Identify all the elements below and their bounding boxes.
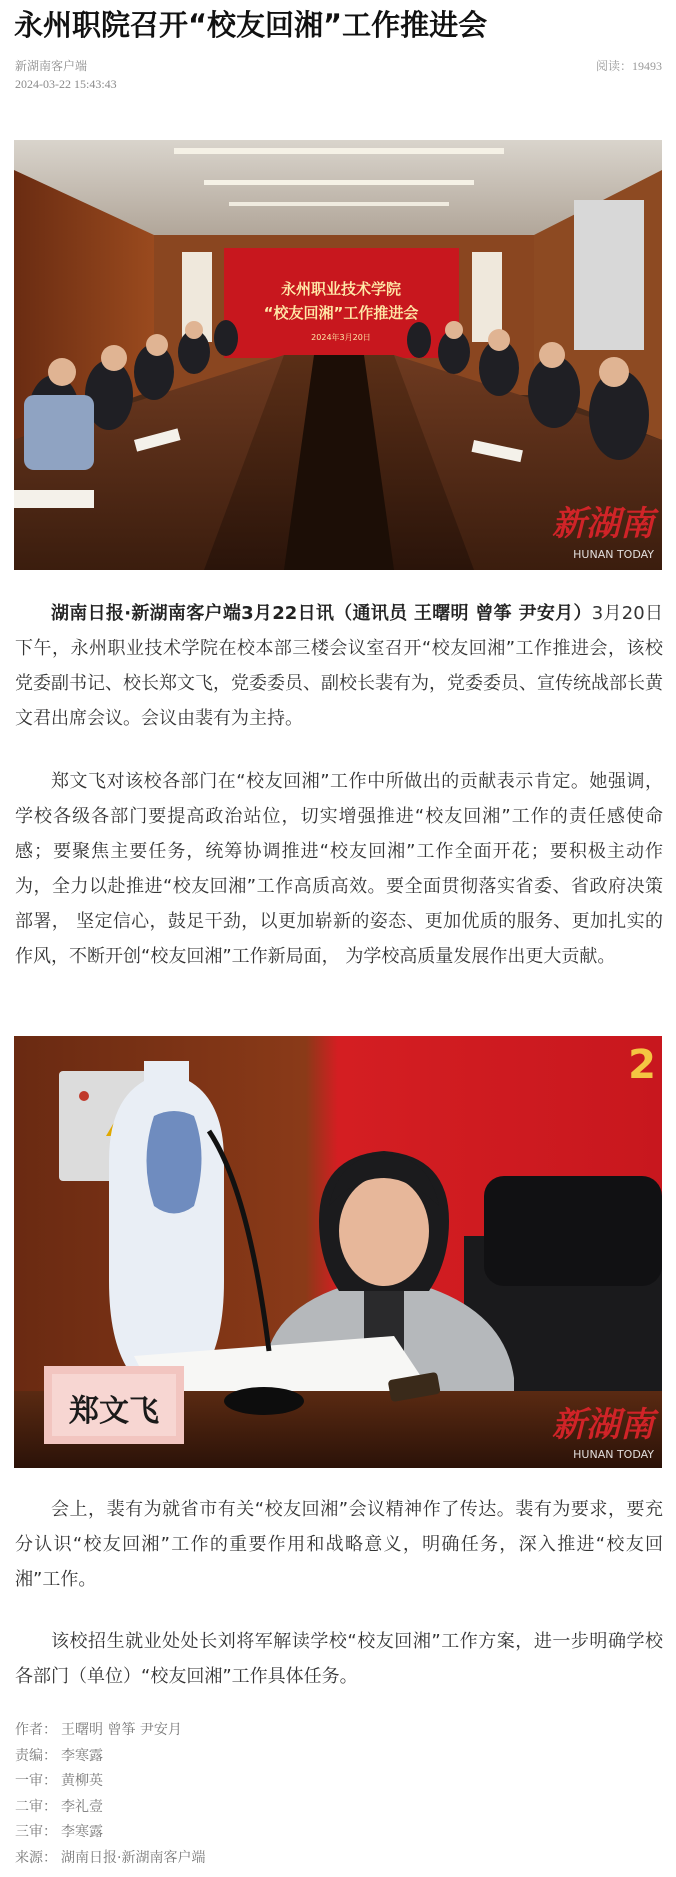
photo2-watermark-en: HUNAN TODAY — [573, 1448, 654, 1461]
screen-date: 2024年3月20日 — [311, 333, 371, 342]
credit-source — [15, 1846, 663, 1872]
article-credits — [15, 1718, 663, 1871]
credit-label: 作者： — [15, 1722, 57, 1738]
credit-label: 责编： — [15, 1747, 57, 1764]
credit-value: 李礼壹 — [61, 1798, 103, 1815]
article-title: 永州职院召开“校友回湘”工作推进会 — [14, 8, 488, 42]
credit-review-3 — [15, 1820, 663, 1846]
credit-label: 三审： — [15, 1824, 57, 1840]
article-time: 2024-03-22 15:43:43 — [15, 77, 117, 91]
paragraph-2: 郑文飞对该校各部门在“校友回湘”工作中所做出的贡献表示肯定。她强调，学校各级各部门要提高政治站位，切实增强推进“校友回湘”工作的责任感使命感；要聚焦主要任务，统筹协调推进“校友回湘”工作全面开花；要积极主动作为，全力以赴推进“校友回湘”工作高质高效。要全面贯彻落实省委、省政府决策部署， 坚定信心，鼓足干劲，以更加崭新的姿态、更加优质的服务、更加扎实的作风，不断开创“校友回湘”工作新局面， 为学校高质量发展作出更大贡献。 — [15, 771, 663, 967]
photo1-watermark-en: HUNAN TODAY — [573, 548, 654, 561]
paragraph-1 — [15, 596, 663, 736]
speaker-photo-image — [14, 1036, 662, 1468]
credit-value: 李寒露 — [61, 1824, 103, 1840]
screen-line2: “校友回湘”工作推进会 — [263, 304, 419, 322]
credit-value: 王曙明 曾筝 尹安月 — [61, 1722, 182, 1738]
credit-review-2 — [15, 1795, 663, 1821]
paragraph-1-lead: 湖南日报·新湖南客户端3月22日讯（通讯员 王曙明 曾筝 尹安月） — [51, 603, 592, 624]
article-source: 新湖南客户端 — [15, 59, 88, 73]
speaker-photo — [14, 1036, 662, 1468]
paragraph-3: 会上，裴有为就省市有关“校友回湘”会议精神作了传达。裴有为要求，要充分认识“校友回湘”工作的重要作用和战略意义，明确任务，深入推进“校友回湘”工作。 — [15, 1499, 663, 1590]
corner-text: 2 — [628, 1042, 656, 1088]
credit-value: 黄柳英 — [61, 1773, 103, 1789]
credit-value: 李寒露 — [61, 1747, 103, 1764]
credit-label: 二审： — [15, 1798, 57, 1815]
read-number: 19493 — [632, 59, 662, 73]
credit-author — [15, 1718, 663, 1744]
credit-label: 来源： — [15, 1849, 57, 1866]
screen-line1: 永州职业技术学院 — [280, 280, 402, 298]
paragraph-1-body: 3月20日下午，永州职业技术学院在校本部三楼会议室召开“校友回湘”工作推进会，该校党委副书记、校长郑文飞，党委委员、副校长裴有为，党委委员、宣传统战部长黄文君出席会议。会议由裴有为主持。 — [15, 603, 663, 729]
meeting-photo — [14, 140, 662, 570]
credit-review-1 — [15, 1769, 663, 1795]
read-label: 阅读： — [595, 59, 632, 73]
credit-label: 一审： — [15, 1773, 57, 1789]
paragraph-4: 该校招生就业处处长刘将军解读学校“校友回湘”工作方案，进一步明确学校各部门（单位）“校友回湘”工作具体任务。 — [15, 1631, 663, 1687]
meeting-photo-image — [14, 140, 662, 570]
read-count — [596, 57, 662, 74]
nameplate: 郑文飞 — [69, 1394, 159, 1429]
credit-editor — [15, 1744, 663, 1770]
photo1-watermark: 新湖南 — [552, 504, 654, 544]
photo2-watermark: 新湖南 — [552, 1405, 654, 1445]
credit-value: 湖南日报·新湖南客户端 — [61, 1849, 206, 1866]
